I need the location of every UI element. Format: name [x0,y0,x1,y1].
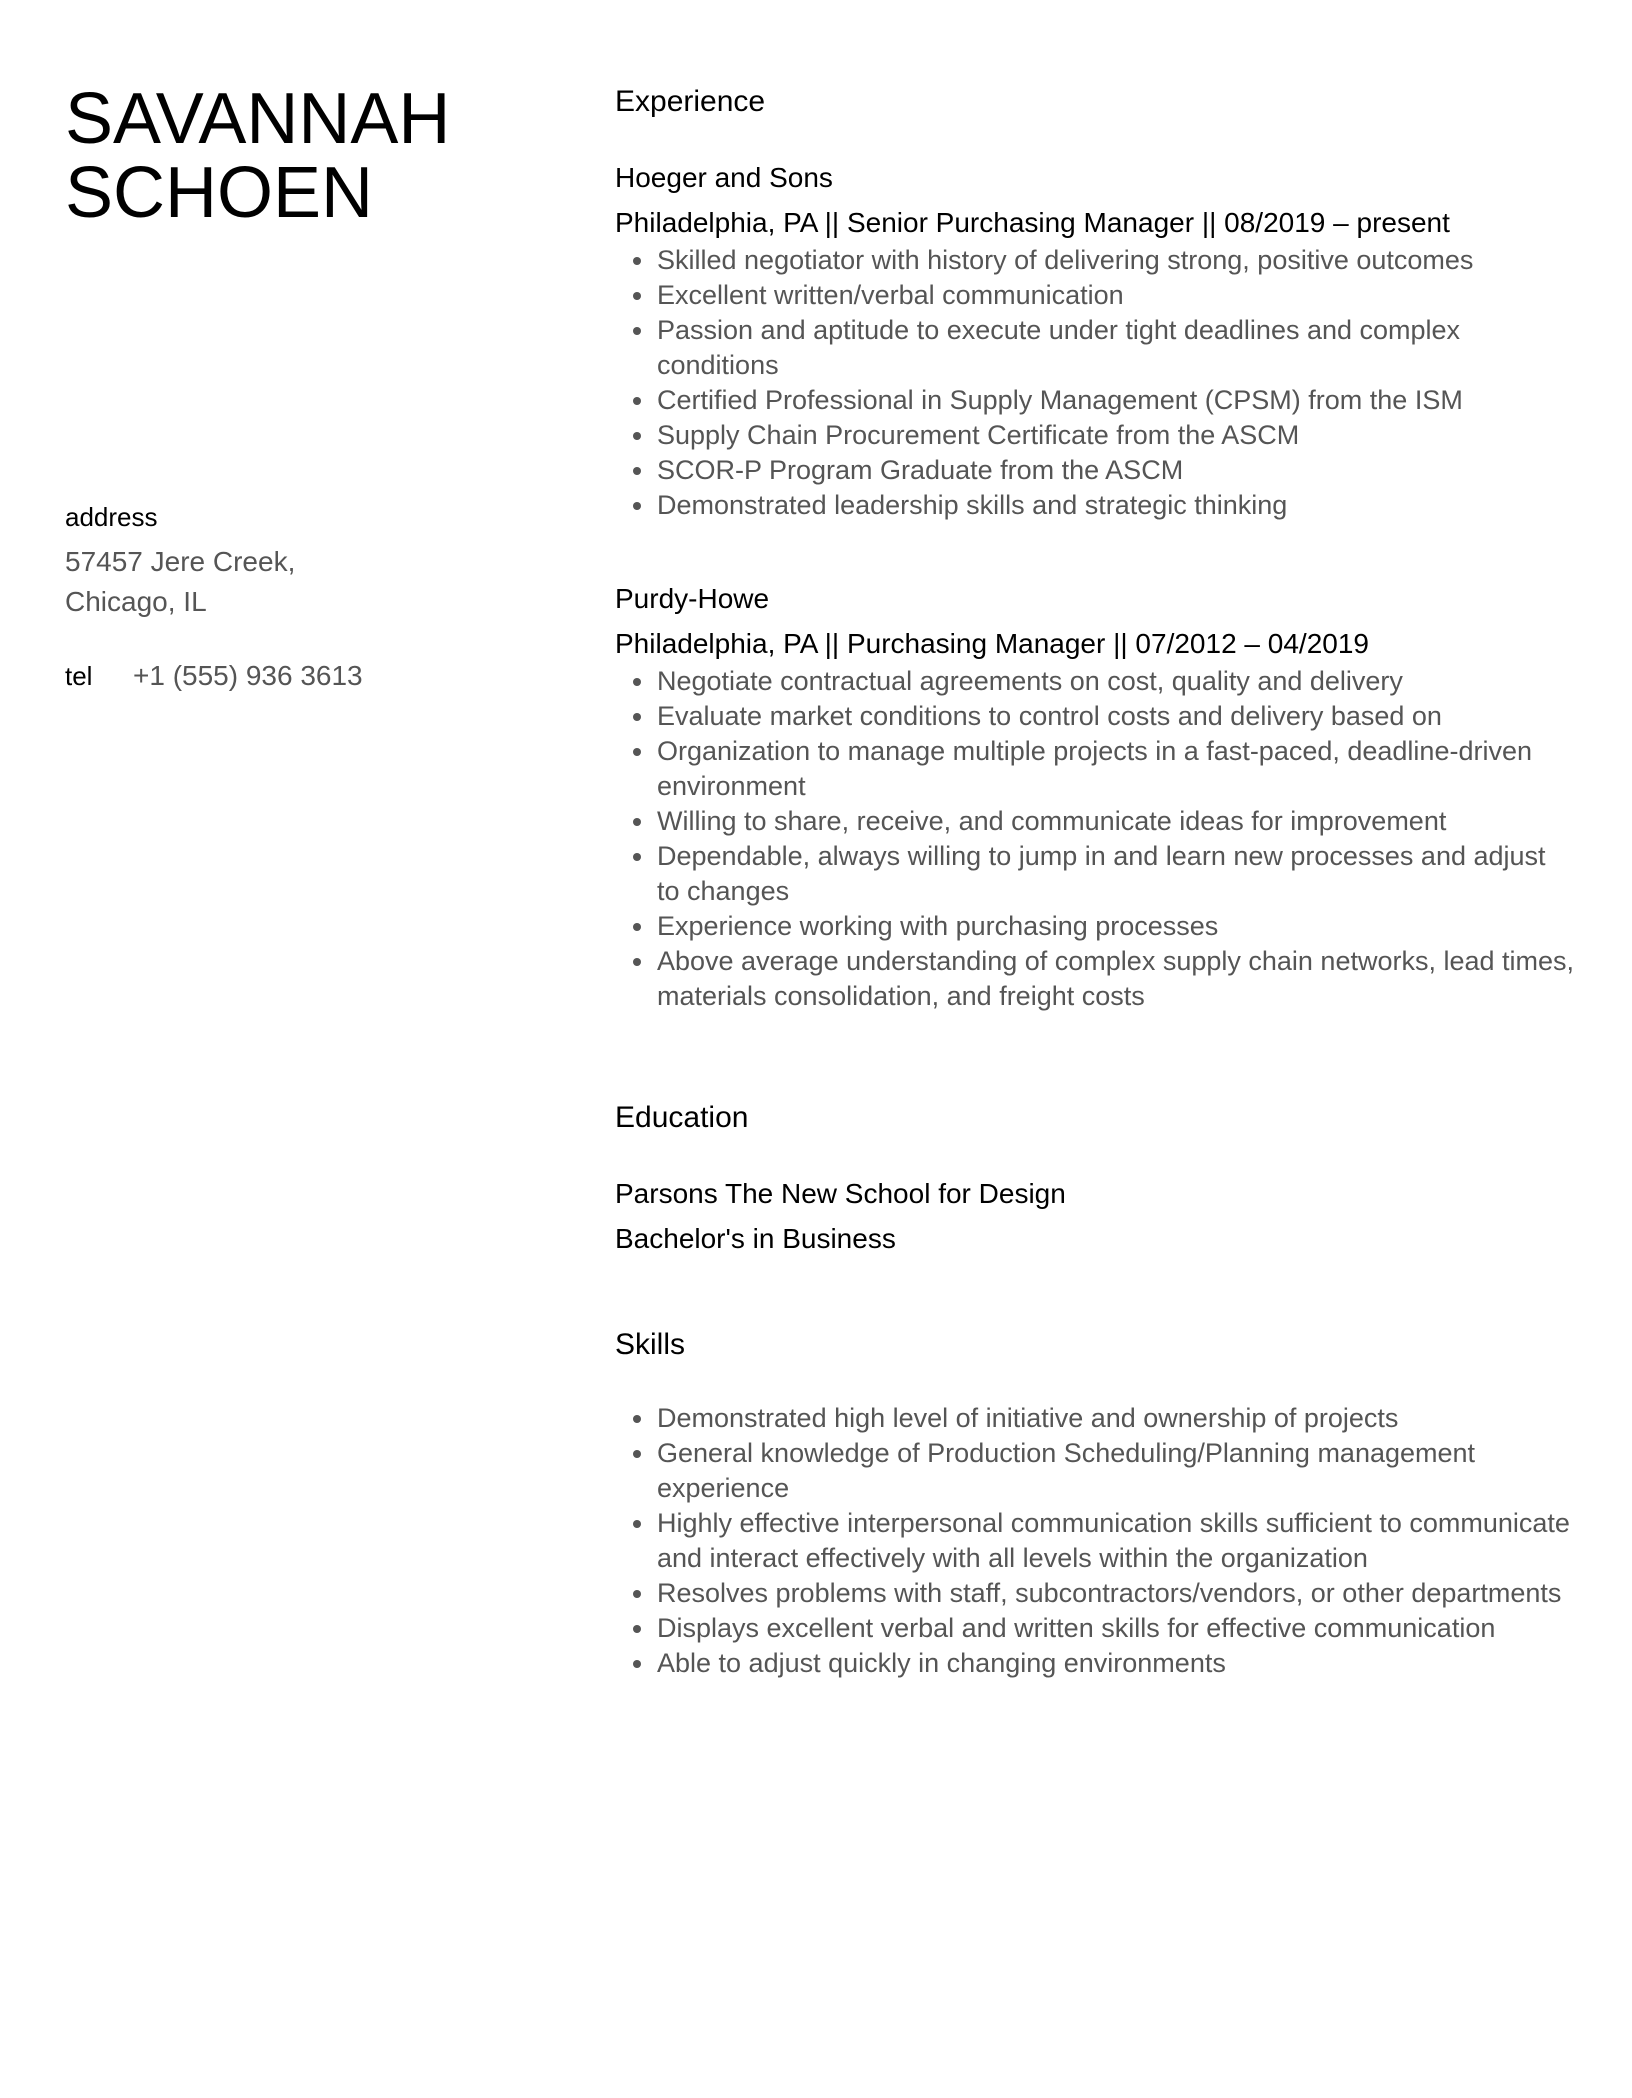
education-section [615,1098,1575,1259]
list-item: Skilled negotiator with history of delivering strong, positive outcomes [657,243,1575,278]
skills-section [615,1325,1575,1681]
skills-title: Skills [615,1328,686,1361]
main-content [615,82,1575,1681]
address-line-1: 57457 Jere Creek, [65,546,296,577]
address-value [65,542,545,622]
tel-row [65,656,545,696]
list-item: Organization to manage multiple projects in a fast-paced, deadline-driven environment [657,734,1575,804]
list-item: Above average understanding of complex supply chain networks, lead times, materials consolidation, and freight costs [657,944,1575,1014]
address-label: address [65,502,158,532]
list-item: Displays excellent verbal and written skills for effective communication [657,1611,1575,1646]
education-school: Parsons The New School for Design [615,1178,1066,1209]
list-item: Negotiate contractual agreements on cost, quality and delivery [657,664,1575,699]
list-item: Supply Chain Procurement Certificate from the ASCM [657,418,1575,453]
list-item: Dependable, always willing to jump in and learn new processes and adjust to changes [657,839,1575,909]
name-last: SCHOEN [65,153,374,233]
list-item: Demonstrated leadership skills and strategic thinking [657,488,1575,523]
list-item: Excellent written/verbal communication [657,278,1575,313]
list-item: Evaluate market conditions to control costs and delivery based on [657,699,1575,734]
tel-label: tel [65,661,93,691]
list-item: Highly effective interpersonal communication skills sufficient to communicate and interact effectively with all levels within the organization [657,1506,1575,1576]
list-item: Willing to share, receive, and communicate ideas for improvement [657,804,1575,839]
experience-title: Experience [615,85,766,118]
job-company: Hoeger and Sons [615,162,833,193]
list-item: Experience working with purchasing processes [657,909,1575,944]
list-item: Passion and aptitude to execute under tight deadlines and complex conditions [657,313,1575,383]
list-item: General knowledge of Production Scheduling/Planning management experience [657,1436,1575,1506]
list-item: Resolves problems with staff, subcontractors/vendors, or other departments [657,1576,1575,1611]
name-block [65,79,545,233]
job-bullets [615,664,1575,1014]
tel-value: +1 (555) 936 3613 [133,660,363,691]
experience-section [615,82,1575,1014]
job-bullets [615,243,1575,523]
list-item: Demonstrated high level of initiative and ownership of projects [657,1401,1575,1436]
list-item: Certified Professional in Supply Management (CPSM) from the ISM [657,383,1575,418]
list-item: Able to adjust quickly in changing environments [657,1646,1575,1681]
job-company: Purdy-Howe [615,583,770,614]
education-degree: Bachelor's in Business [615,1223,896,1254]
job-meta: Philadelphia, PA || Senior Purchasing Manager || 08/2019 – present [615,207,1450,238]
job-meta: Philadelphia, PA || Purchasing Manager || 07/2012 – 04/2019 [615,628,1369,659]
job-entry [615,159,1575,523]
job-entry [615,580,1575,1014]
candidate-name [65,79,545,233]
skills-list [615,1401,1575,1681]
list-item: SCOR-P Program Graduate from the ASCM [657,453,1575,488]
education-title: Education [615,1101,749,1134]
contact-block [65,500,545,696]
name-first: SAVANNAH [65,79,451,159]
address-line-2: Chicago, IL [65,586,207,617]
